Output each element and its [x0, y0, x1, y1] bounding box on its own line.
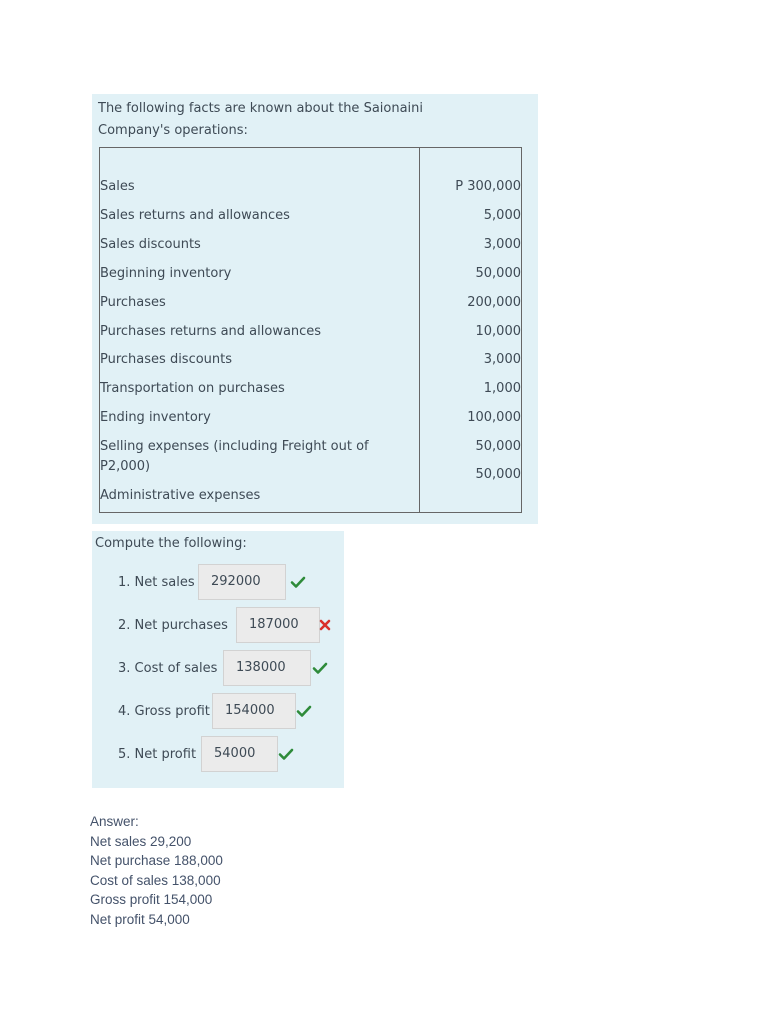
table-divider	[419, 148, 420, 512]
net-purchases-item	[118, 607, 344, 645]
answer-line: Net profit 54,000	[90, 911, 190, 927]
answer-line: Net sales 29,200	[90, 833, 192, 849]
fact-label: Beginning inventory	[100, 266, 232, 281]
net-purchases-input[interactable]: 187000	[236, 607, 320, 643]
net-sales-item	[118, 564, 318, 602]
fact-value: 50,000	[475, 467, 521, 482]
fact-value: 5,000	[483, 208, 521, 223]
answer-title: Answer:	[90, 814, 139, 829]
fact-value: P 300,000	[455, 179, 521, 194]
answer-section	[90, 812, 223, 930]
fact-label: Purchases discounts	[100, 352, 233, 367]
facts-table	[99, 147, 522, 513]
question-panel	[92, 94, 538, 524]
answer-line: Gross profit 154,000	[90, 892, 213, 908]
fact-value: 100,000	[467, 410, 521, 425]
fact-label	[100, 437, 390, 477]
net-purchases-label: 2. Net purchases	[118, 618, 228, 633]
net-profit-input[interactable]: 54000	[201, 736, 278, 772]
fact-label: Sales returns and allowances	[100, 208, 290, 223]
fact-value: 200,000	[467, 295, 521, 310]
check-icon	[290, 574, 306, 590]
fact-value: 10,000	[475, 324, 521, 339]
answer-line: Net purchase 188,000	[90, 853, 223, 869]
fact-label: Ending inventory	[100, 410, 211, 425]
fact-value: 3,000	[483, 237, 521, 252]
fact-label: Sales	[100, 179, 135, 194]
answer-line: Cost of sales 138,000	[90, 872, 221, 888]
fact-label: Purchases returns and allowances	[100, 324, 322, 339]
gross-profit-label: 4. Gross profit	[118, 704, 210, 719]
check-icon	[278, 746, 294, 762]
fact-label: Transportation on purchases	[100, 381, 285, 396]
gross-profit-item	[118, 693, 344, 731]
fact-label-line-1: Selling expenses (including Freight out of	[100, 439, 369, 454]
compute-panel	[92, 531, 344, 788]
cross-icon	[318, 618, 332, 632]
gross-profit-input[interactable]: 154000	[212, 693, 296, 729]
fact-value: 50,000	[475, 266, 521, 281]
net-sales-input[interactable]: 292000	[198, 564, 286, 600]
cost-of-sales-item	[118, 650, 344, 688]
net-sales-label: 1. Net sales	[118, 575, 195, 590]
fact-label: Sales discounts	[100, 237, 201, 252]
question-intro	[98, 98, 498, 142]
check-icon	[312, 660, 328, 676]
intro-line-1: The following facts are known about the Saionaini	[98, 101, 424, 116]
fact-label: Purchases	[100, 295, 166, 310]
net-profit-item	[118, 736, 318, 774]
intro-line-2: Company's operations:	[98, 123, 248, 138]
fact-label-line-2: P2,000)	[100, 459, 151, 474]
cost-of-sales-input[interactable]: 138000	[223, 650, 311, 686]
fact-value: 50,000	[475, 439, 521, 454]
fact-label: Administrative expenses	[100, 488, 261, 503]
cost-of-sales-label: 3. Cost of sales	[118, 661, 218, 676]
fact-value: 3,000	[483, 352, 521, 367]
check-icon	[296, 703, 312, 719]
fact-value: 1,000	[483, 381, 521, 396]
net-profit-label: 5. Net profit	[118, 747, 197, 762]
compute-heading: Compute the following:	[95, 536, 247, 551]
